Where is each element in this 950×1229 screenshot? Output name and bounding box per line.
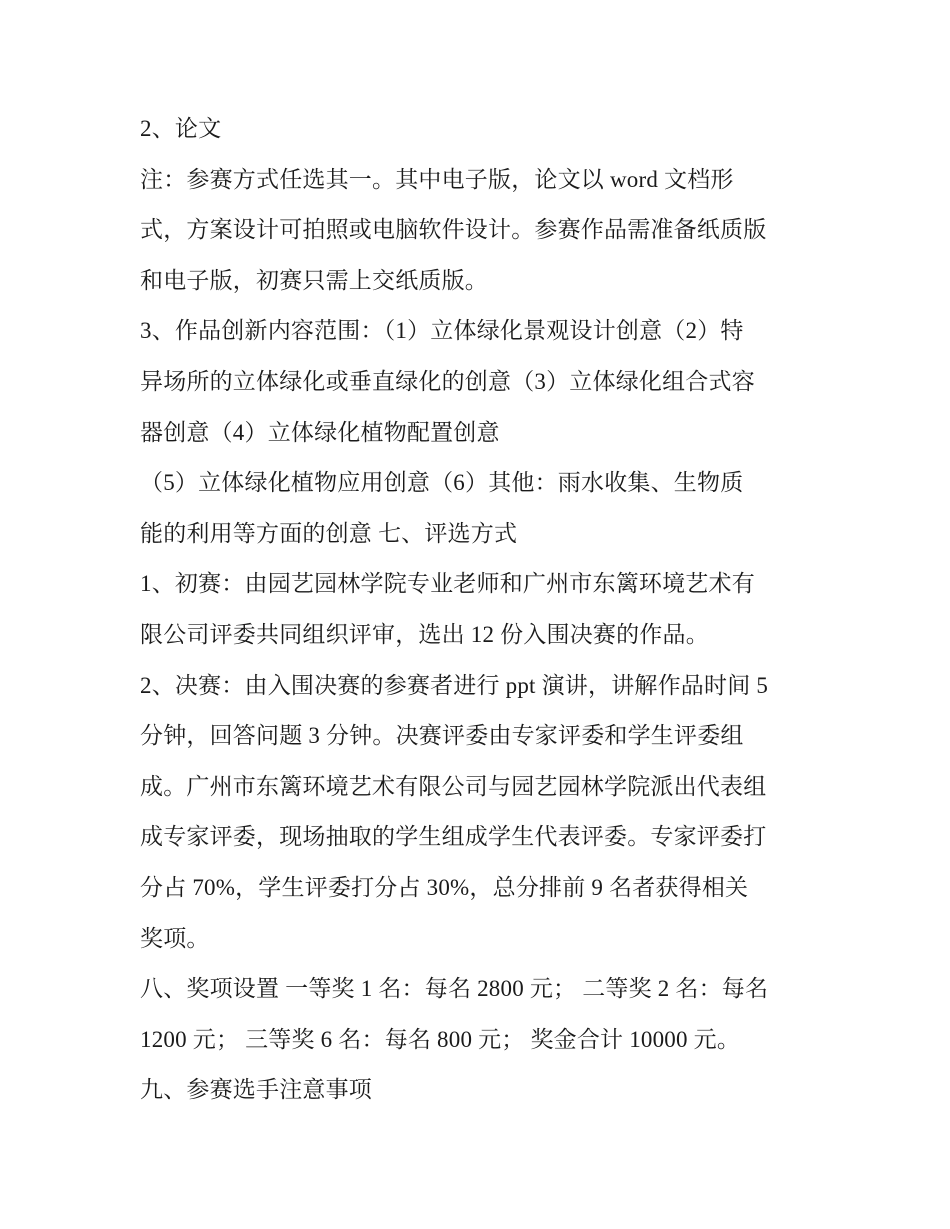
text-line: 器创意（4）立体绿化植物配置创意 [140, 419, 500, 445]
text-line: 和电子版，初赛只需上交纸质版。 [140, 267, 488, 293]
text-line: 分钟，回答问题 3 分钟。决赛评委由专家评委和学生评委组 [140, 723, 744, 749]
document-body [140, 104, 820, 1116]
text-line: 式，方案设计可拍照或电脑软件设计。参赛作品需准备纸质版 [140, 217, 767, 243]
text-line: 奖项。 [140, 925, 210, 951]
text-line: 注：参赛方式任选其一。其中电子版，论文以 word 文档形 [140, 166, 734, 192]
text-line: 成。广州市东篱环境艺术有限公司与园艺园林学院派出代表组 [140, 773, 767, 799]
text-line: 分占 70%，学生评委打分占 30%，总分排前 9 名者获得相关 [140, 874, 749, 900]
text-line: 能的利用等方面的创意 七、评选方式 [140, 520, 518, 546]
text-line: 异场所的立体绿化或垂直绿化的创意（3）立体绿化组合式容 [140, 368, 755, 394]
text-line: 1200 元； 三等奖 6 名：每名 800 元； 奖金合计 10000 元。 [140, 1026, 741, 1052]
text-line: 2、决赛：由入围决赛的参赛者进行 ppt 演讲，讲解作品时间 5 [140, 672, 769, 698]
text-line: 3、作品创新内容范围：（1）立体绿化景观设计创意（2）特 [140, 318, 744, 344]
text-line: （5）立体绿化植物应用创意（6）其他：雨水收集、生物质 [140, 470, 744, 496]
text-line: 限公司评委共同组织评审，选出 12 份入围决赛的作品。 [140, 621, 709, 647]
text-line: 九、参赛选手注意事项 [140, 1077, 372, 1103]
text-line: 2、论文 [140, 116, 222, 141]
text-line: 八、奖项设置 一等奖 1 名：每名 2800 元； 二等奖 2 名：每名 [140, 976, 769, 1002]
text-line: 1、初赛：由园艺园林学院专业老师和广州市东篱环境艺术有 [140, 571, 755, 597]
text-line: 成专家评委，现场抽取的学生组成学生代表评委。专家评委打 [140, 824, 767, 850]
